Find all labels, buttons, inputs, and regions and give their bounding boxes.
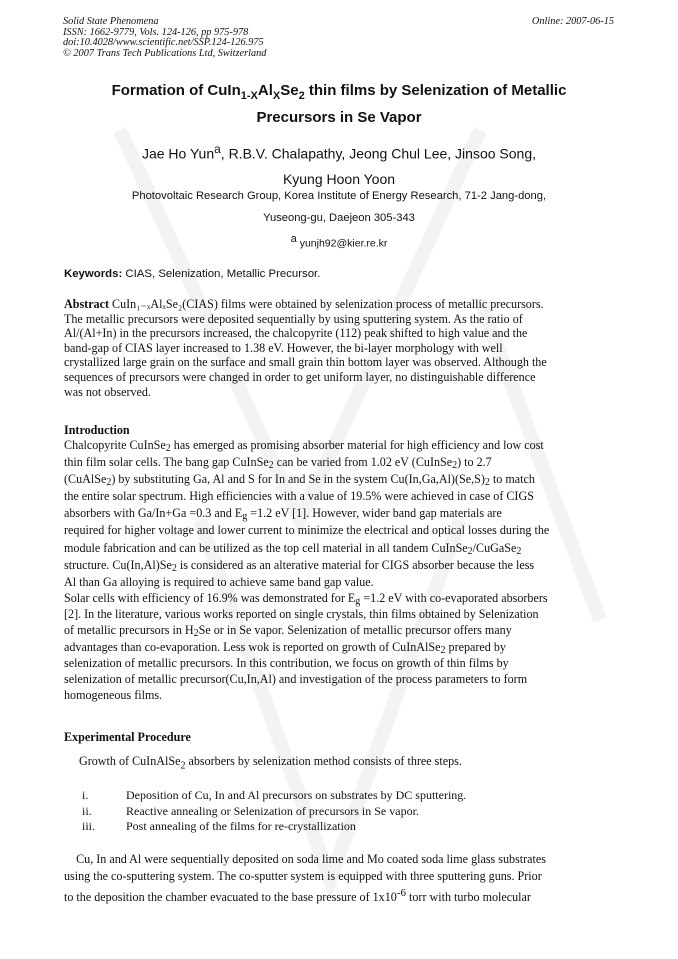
experimental-intro: Growth of CuInAlSe$_2$ absorbers by selenization method consists of three steps. [79, 754, 462, 772]
introduction-paragraph-1: Chalcopyrite CuInSe$_2$ has emerged as promising absorber material for high efficiency and low cost thin film solar cells. The bang gap CuInSe$_2$ can be varied from 1.02 eV (CuInSe$_2$) to 2.7 (CuAlSe$_2$) by substituting Ga, Al and S for In and Se in the system $Cu(In,Ga,Al)(Se,S)_2$ to match the entire solar spectrum. High efficiencies with a value of 19.5% were achieved in case of CIGS absorbers with Ga/In+Ga =0.3 and $E_g =1.2$ eV [1]. However, wider band gap materials are required for higher voltage and lower current to minimize the electrical and optical losses during the module fabrication and can be utilized as the top cell material in all tandem CuInSe$_2$/CuGaSe$_2$ structure. $Cu(In,Al)Se_2$ is considered as an alterative material for CIGS absorber because the less Al than Ga alloying is required to achieve same band gap value. [64, 438, 550, 589]
procedure-steps [82, 788, 466, 835]
paper-title: Formation of $CuIn_{1-X}Al_XSe_2$ thin films by Selenization of Metallic Precursors in Se Vapor [111, 82, 567, 126]
author-list: Jae Ho Yun$^a$, R.B.V. Chalapathy, Jeong Chul Lee, Jinsoo Song, Kyung Hoon Yoon [141, 142, 537, 187]
issn-line: ISSN: 1662-9779, Vols. 124-126, pp 975-978 [63, 26, 249, 38]
experimental-paragraph: Cu, In and Al were sequentially deposited on soda lime and Mo coated soda lime glass substrates using the co-sputtering system. The co-sputter system is equipped with three sputtering guns. Prior to the deposition the chamber evacuated to the base pressure of $1x10^{-6}$ torr with turbo molecular [64, 852, 546, 905]
journal-header [63, 17, 266, 59]
introduction-paragraph-2: Solar cells with efficiency of 16.9% was demonstrated for $E_g =1.2$ eV with co-evaporated absorbers [2]. In the literature, various works reported on single crystals, thin films obtained by Selenization of metallic precursors in $H_2Se$ or in Se vapor. Selenization of metallic precursor offers many advantages than co-evaporation. Less wok is reported on growth of CuInAlSe$_2$ prepared by selenization of metallic precursors. In this contribution, we focus on growth of thin films by selenization of metallic precursor(Cu,In,Al) and investigation of the process parameters to form homogeneous films. [64, 591, 548, 703]
keywords: Keywords: CIAS, Selenization, Metallic Precursor. [64, 268, 321, 280]
copyright-line: © 2007 Trans Tech Publications Ltd, Switzerland [63, 47, 267, 59]
list-item: iii. Post annealing of the films for re-crystallization [82, 819, 356, 833]
author-email: $^a$ yunjh92@kier.re.kr [290, 233, 388, 250]
doi-line: doi:10.4028/www.scientific.net/SSP.124-126.975 [63, 37, 264, 48]
experimental-heading: Experimental Procedure [64, 730, 191, 744]
introduction-heading: Introduction [64, 423, 130, 437]
email-link[interactable]: yunjh92@kier.re.kr [299, 237, 388, 250]
affiliation: Photovoltaic Research Group, Korea Institute of Energy Research, 71-2 Jang-dong, Yuseong-gu, Daejeon 305-343 [131, 190, 547, 224]
abstract-paragraph: Abstract CuIn₁₋ₓAlₓSe₂(CIAS) films were obtained by selenization process of metallic precursors. The metallic precursors were deposited sequentially by using sputtering system. As the ratio of Al/(Al+In) in the precursors increased, the chalcopyrite (112) peak shifted to high value and the band-gap of CIAS layer increased to 1.38 eV. However, the bi-layer morphology with well crystallized large grain on the surface and small grain thin bottom layer was observed. Although the sequences of precursors were changed in order to get uniform layer, no distinguishable difference was not observed. [64, 297, 547, 399]
online-date: Online: 2007-06-15 [531, 16, 614, 27]
list-item: i. Deposition of Cu, In and Al precursors on substrates by DC sputtering. [82, 788, 467, 802]
list-item: ii. Reactive annealing or Selenization of precursors in Se vapor. [82, 803, 419, 818]
journal-name: Solid State Phenomena [63, 16, 159, 27]
